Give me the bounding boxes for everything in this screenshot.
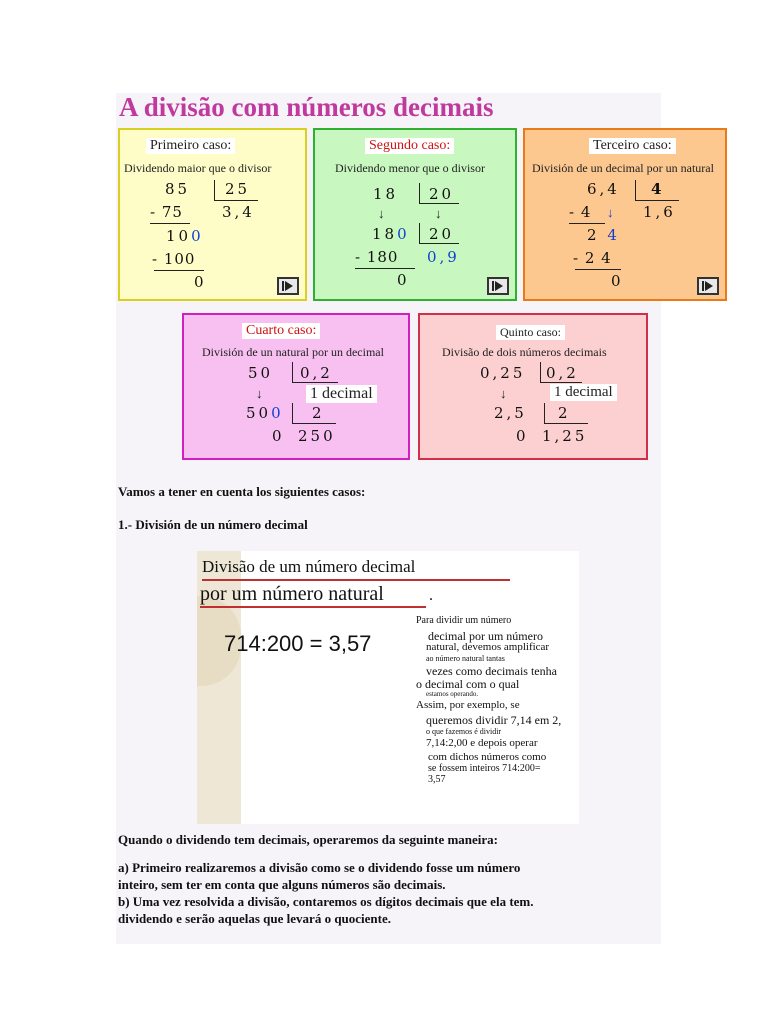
heading-period: .: [429, 587, 433, 604]
explanation-line: com dichos números como: [428, 751, 547, 763]
case-heading: Primeiro caso:: [146, 138, 235, 154]
down-arrow-icon: ↓: [435, 206, 442, 221]
body-line: b) Uma vez resolvida a divisão, contaremos os dígitos decimais que ela tem.: [118, 894, 534, 909]
case-box-primeiro: [118, 128, 307, 301]
final-remainder: 0: [194, 273, 207, 291]
case-subtitle: Dividendo maior que o divisor: [124, 161, 272, 175]
divisor: 0,2: [300, 364, 333, 382]
subtraction-1: - 75: [150, 203, 183, 221]
heading-underline: [200, 606, 426, 608]
play-button[interactable]: [697, 277, 719, 295]
down-arrow-icon: ↓: [256, 386, 263, 401]
decimal-caption: 1 decimal: [550, 384, 617, 401]
case-box-segundo: [313, 128, 517, 301]
explanation-line: se fossem inteiros 714:200=: [428, 763, 541, 774]
explanation-line: decimal por um número: [428, 629, 543, 643]
explanation-line: queremos dividir 7,14 em 2,: [426, 713, 562, 727]
quotient: 1,25: [542, 427, 588, 445]
subtract-line: [575, 269, 621, 270]
divisor: 4: [651, 180, 665, 198]
quotient: 250: [298, 427, 336, 445]
equation: 714:200 = 3,57: [224, 631, 372, 656]
division-bar: [292, 423, 336, 424]
divisor-2: 20: [429, 225, 455, 243]
page-title: A divisão com números decimais: [119, 92, 494, 122]
explanation-line: 3,57: [428, 774, 446, 785]
explanation-image: [197, 551, 579, 824]
final-remainder: 0: [611, 272, 624, 290]
explanation-line: estamos operando.: [426, 690, 479, 698]
subtract-line: [355, 268, 415, 269]
division-bar: [292, 382, 338, 383]
quotient: 1,6: [643, 203, 676, 221]
dividend: 18: [373, 185, 399, 203]
explanation-line: natural, devemos amplificar: [426, 641, 550, 653]
down-arrow-icon: ↓: [607, 205, 614, 220]
remainder-1: 180: [372, 225, 410, 243]
case-subtitle: Dividendo menor que o divisor: [335, 161, 485, 175]
explanation-line: o que fazemos é dividir: [426, 727, 502, 736]
case-heading: Cuarto caso:: [242, 323, 320, 339]
remainder-1: 2 4: [587, 226, 620, 244]
play-button[interactable]: [487, 277, 509, 295]
case-heading: Terceiro caso:: [589, 138, 676, 154]
down-arrow-icon: ↓: [500, 386, 507, 401]
subtract-line: [569, 223, 605, 224]
case-box-quinto: [418, 313, 648, 460]
explanation-line: vezes como decimais tenha: [426, 664, 557, 678]
body-line: inteiro, sem ter em conta que alguns números são decimais.: [118, 877, 446, 892]
quotient: 0,9: [427, 248, 460, 266]
divisor-2: 2: [312, 404, 325, 422]
division-bracket: [544, 403, 545, 424]
division-bar: [635, 200, 679, 201]
intro-text: Vamos a tener en cuenta los siguientes casos:: [118, 484, 366, 499]
body-line: Quando o dividendo tem decimais, operaremos da seguinte maneira:: [118, 832, 499, 847]
division-bracket: [419, 223, 420, 244]
division-bracket: [635, 180, 636, 201]
final-remainder: 0: [397, 271, 410, 289]
dividend: 50: [248, 364, 274, 382]
remainder-1: 2,5: [494, 404, 527, 422]
subtraction-2: - 2 4: [573, 249, 612, 267]
case-box-terceiro: [523, 128, 727, 301]
division-bar: [214, 200, 258, 201]
division-bar: [540, 382, 582, 383]
case-subtitle: División de un natural por un decimal: [202, 345, 384, 359]
case-heading: Quinto caso:: [496, 325, 565, 340]
image-heading-1: Divisão de um número decimal: [202, 557, 416, 576]
explanation-line: Assim, por exemplo, se: [416, 699, 520, 711]
explanation-line: Para dividir um número: [416, 615, 512, 626]
section-heading: 1.- División de un número decimal: [118, 517, 308, 532]
subtract-line: [154, 270, 204, 271]
play-button[interactable]: [277, 277, 299, 295]
divisor-2: 2: [558, 404, 571, 422]
dividend: 85: [165, 180, 191, 198]
subtraction: - 180: [355, 248, 399, 266]
quotient: 3,4: [222, 203, 255, 221]
decimal-caption: 1 decimal: [306, 385, 377, 403]
division-bracket: [292, 403, 293, 424]
division-bar: [419, 203, 459, 204]
case-subtitle: División de un decimal por un natural: [532, 161, 714, 175]
subtract-line: [150, 223, 190, 224]
image-heading-2: por um número natural: [200, 583, 384, 605]
down-arrow-icon: ↓: [378, 206, 385, 221]
dividend: 6,4: [587, 180, 620, 198]
remainder-1: 500: [246, 404, 284, 422]
division-bracket: [214, 180, 215, 201]
case-box-cuarto: [182, 313, 410, 460]
explanation-line: ao número natural tantas: [426, 654, 505, 663]
case-heading: Segundo caso:: [365, 138, 454, 154]
explanation-line: o decimal com o qual: [416, 677, 520, 691]
subtraction-1: - 4: [569, 203, 592, 221]
case-subtitle: Divisão de dois números decimais: [442, 345, 607, 359]
division-bar: [419, 243, 459, 244]
division-bracket: [292, 362, 293, 383]
remainder-1: 100: [166, 227, 204, 245]
subtraction-2: - 100: [152, 250, 196, 268]
heading-underline: [202, 579, 510, 581]
division-bracket: [540, 362, 541, 383]
final-remainder: 0: [516, 427, 529, 445]
explanation-line: 7,14:2,00 e depois operar: [426, 737, 538, 749]
body-line: dividendo e serão aquelas que levará o quociente.: [118, 911, 392, 926]
divisor: 0,2: [546, 364, 579, 382]
final-remainder: 0: [272, 427, 285, 445]
divisor: 20: [429, 185, 455, 203]
dividend: 0,25: [480, 364, 526, 382]
division-bracket: [419, 183, 420, 204]
body-line: a) Primeiro realizaremos a divisão como se o dividendo fosse um número: [118, 860, 521, 875]
divisor: 25: [225, 180, 251, 198]
division-bar: [544, 423, 588, 424]
